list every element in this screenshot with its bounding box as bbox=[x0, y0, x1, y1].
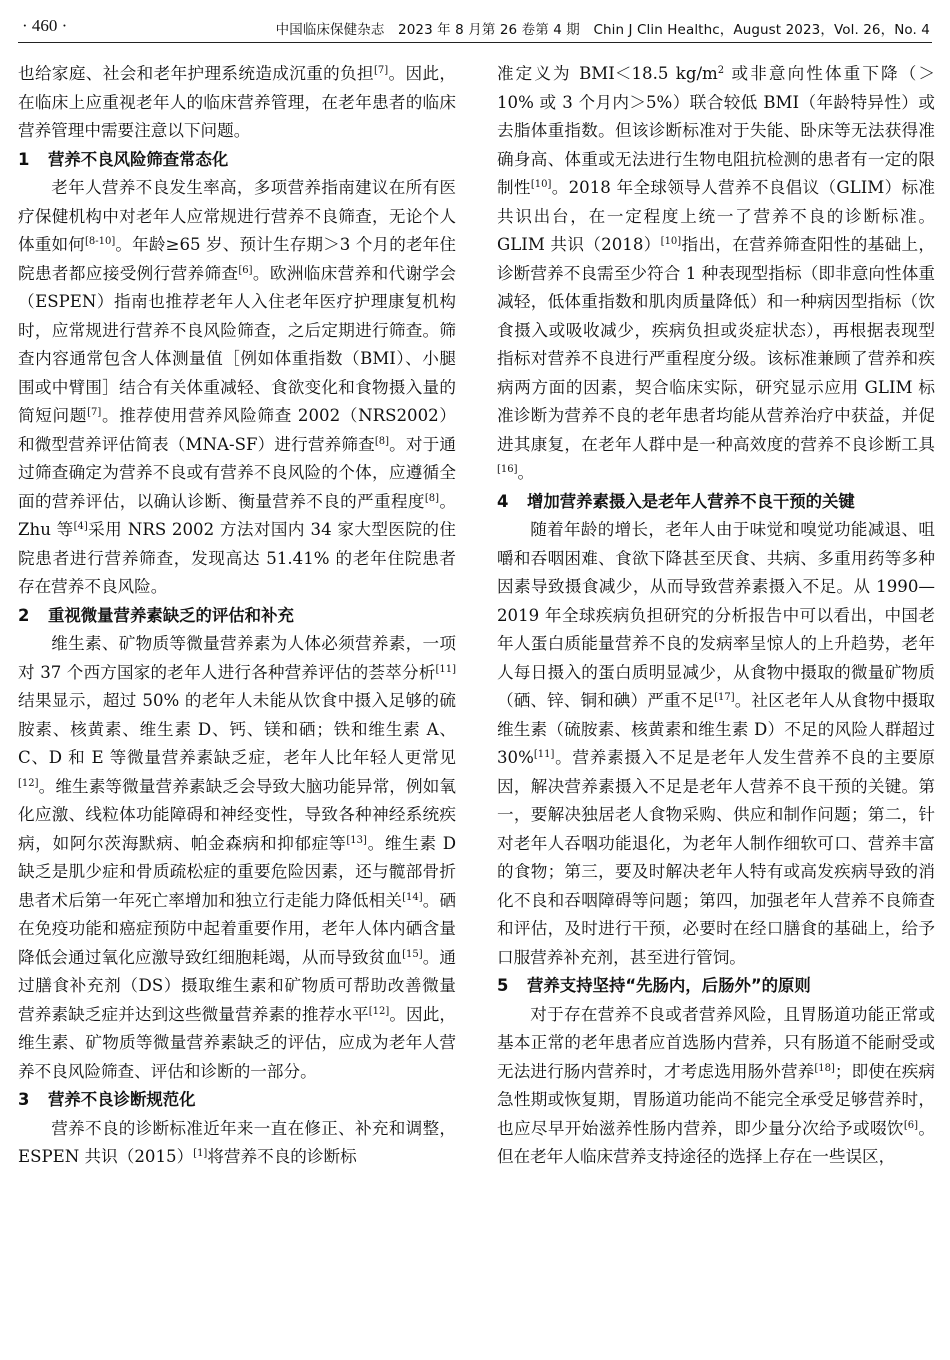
citation-ref: [6] bbox=[238, 264, 253, 276]
citation-ref: [8-10] bbox=[84, 236, 116, 247]
right-column bbox=[497, 60, 935, 1172]
citation-ref: [7] bbox=[374, 65, 389, 76]
citation-ref: [6] bbox=[903, 1119, 919, 1131]
paragraph-screening: 老年人营养不良发生率高，多项营养指南建议在所有医疗保健机构中对老年人应常规进行营养不良筛查，无论个人体重如何[8-10]。年龄≥65 岁、预计生存期＞3 个月的老年住院患者都应接受例行营养筛查[6]。欧洲临床营养和代谢学会（ESPEN）指南也推荐老年人入住老年医疗护理康复机构时，应常规进行营养不良风险筛查，之后定期进行筛查。筛查内容通常包含人体测量值［例如体重指数（BMI）、小腿围或中臂围］结合有关体重减轻、食欲变化和食物摄入量的简短问题[7]。推荐使用营养风险筛查 2002（NRS2002）和微型营养评估简表（MNA-SF）进行营养筛查[8]。对于通过筛查确定为营养不良或有营养不良风险的个体，应遵循全面的营养评估，以确认诊断、衡量营养不良的严重程度[8]。Zhu 等[4]采用 NRS 2002 方法对国内 34 家大型医院的住院患者进行营养筛查，发现高达 51.41% 的老年住院患者存在营养不良风险。 bbox=[18, 178, 457, 596]
citation-ref: [8] bbox=[374, 435, 390, 447]
section-title: 增加营养素摄入是老年人营养不良干预的关键 bbox=[527, 491, 855, 511]
superscript-squared: 2 bbox=[717, 65, 725, 76]
citation-ref: [11] bbox=[533, 749, 555, 760]
header-rule bbox=[18, 42, 932, 43]
paragraph-intake: 随着年龄的增长，老年人由于味觉和嗅觉功能减退、咀嚼和吞咽困难、食欲下降甚至厌食、共病、多重用药等多种因素导致摄食减少，从而导致营养素摄入不足。从 1990—2019 年全球疾病负担研究的分析报告中可以看出，中国老年人蛋白质能量营养不良的发病率呈惊人的上升趋势，老年人每日摄入的蛋白质明显减少，从食物中摄取的微量矿物质（硒、锌、铜和碘）严重不足[17]。社区老年人从食物中摄取维生素（硫胺素、核黄素和维生素 D）不足的风险人群超过 30%[11]。营养素摄入不足是老年人发生营养不良的主要原因，解决营养素摄入不足是老年人营养不良干预的关键。第一，要解决独居老人食物采购、供应和制作问题；第二，针对老年人吞咽功能退化，为老年人制作细软可口、营养丰富的食物；第三，要及时解决老年人特有或高发疾病导致的消化不良和吞咽障碍等问题；第四，加强老年人营养不良筛查和评估，及时进行干预，必要时在经口膳食的基础上，给予口服营养补充剂，甚至进行管饲。 bbox=[497, 520, 936, 967]
paragraph-diagnosis-continued: 准定义为 BMI＜18.5 $kg/m^2$ 或非意向性体重下降（＞10% 或 3 个月内＞5%）联合较低 BMI（年龄特异性）或去脂体重指数。但该诊断标准对于失能、卧床等无法获得准确身高、体重或无法进行生物电阻抗检测的患者有一定的限制性[10]。2018 年全球领导人营养不良倡议（GLIM）标准共识出台，在一定程度上统一了营养不良的诊断标准。GLIM 共识（2018）[10]指出，在营养筛查阳性的基础上，诊断营养不良需至少符合 1 种表现型指标（即非意向性体重减轻，低体重指数和肌肉质量降低）和一种病因型指标（饮食摄入或吸收减少，疾病负担或炎症状态），再根据表现型指标对营养不良进行严重程度分级。该标准兼顾了营养和疾病两方面的因素，契合临床实际，研究显示应用 GLIM 标准诊断为营养不良的老年患者均能从营养治疗中获益，并促进其康复，在老年人群中是一种高效度的营养不良诊断工具[16]。 bbox=[497, 64, 936, 482]
citation-ref: [8] bbox=[424, 492, 440, 504]
running-header bbox=[0, 0, 950, 50]
citation-ref: [14] bbox=[402, 891, 423, 903]
section-number: 1 bbox=[18, 149, 30, 169]
citation-ref: [16] bbox=[497, 464, 518, 475]
section-title: 营养不良诊断规范化 bbox=[48, 1090, 196, 1109]
section-title: 营养支持坚持“先肠内，后肠外”的原则 bbox=[527, 976, 811, 995]
journal-citation: 中国临床保健杂志 2023 年 8 月第 26 卷第 4 期 Chin J Clin Healthc，August 2023，Vol. 26，No. 4 bbox=[275, 22, 930, 38]
section-number: 2 bbox=[18, 605, 30, 625]
citation-ref: [12] bbox=[368, 1005, 390, 1017]
section-heading-3 bbox=[18, 1086, 456, 1115]
section-number: 5 bbox=[497, 976, 509, 995]
section-title: 营养不良风险筛查常态化 bbox=[48, 149, 229, 169]
citation-ref: [13] bbox=[346, 834, 367, 846]
section-number: 3 bbox=[18, 1090, 30, 1109]
paragraph-micronutrients: 维生素、矿物质等微量营养素为人体必须营养素，一项对 37 个西方国家的老年人进行各种营养评估的荟萃分析[11]结果显示，超过 50% 的老年人未能从饮食中摄入足够的硫胺素、核黄素、维生素 D、钙、镁和硒；铁和维生素 A、C、D 和 E 等微量营养素缺乏症，老年人比年轻人更常见[12]。维生素等微量营养素缺乏会导致大脑功能异常，例如氧化应激、线粒体功能障碍和神经变性，导致各种神经系统疾病，如阿尔茨海默病、帕金森病和抑郁症等[13]。维生素 D 缺乏是肌少症和骨质疏松症的重要危险因素，还与髋部骨折患者术后第一年死亡率增加和独立行走能力降低相关[14]。硒在免疫功能和癌症预防中起着重要作用，老年人体内硒含量降低会通过氧化应激导致红细胞耗竭，从而导致贫血[15]。通过膳食补充剂（DS）摄取维生素和矿物质可帮助改善微量营养素缺乏症并达到这些微量营养素的推荐水平[12]。因此，维生素、矿物质等微量营养素缺乏的评估，应成为老年人营养不良风险筛查、评估和诊断的一部分。 bbox=[18, 634, 457, 1081]
section-heading-4 bbox=[497, 488, 935, 517]
citation-ref: [10] bbox=[530, 179, 552, 190]
citation-ref: [17] bbox=[714, 692, 735, 703]
section-heading-2 bbox=[18, 602, 456, 631]
citation-ref: [7] bbox=[87, 407, 102, 418]
paragraph-enteral-first: 对于存在营养不良或者营养风险，且胃肠道功能正常或基本正常的老年患者应首选肠内营养，只有肠道不能耐受或无法进行肠内营养时，才考虑选用肠外营养[18]；即使在疾病急性期或恢复期，胃肠道功能尚不能完全承受足够营养时，也应尽早开始滋养性肠内营养，即少量分次给予或啜饮[6]。但在老年人临床营养支持途径的选择上存在一些误区， bbox=[497, 1004, 935, 1166]
left-column bbox=[18, 60, 456, 1172]
paragraph-diagnosis-start: 营养不良的诊断标准近年来一直在修正、补充和调整，ESPEN 共识（2015）[1]将营养不良的诊断标 bbox=[18, 1118, 456, 1166]
paragraph-intro-continued: 也给家庭、社会和老年护理系统造成沉重的负担[7]。因此，在临床上应重视老年人的临床营养管理，在老年患者的临床营养管理中需要注意以下问题。 bbox=[18, 64, 456, 140]
section-heading-1 bbox=[18, 146, 456, 175]
citation-ref: [12] bbox=[18, 777, 39, 789]
page-number: · 460 · bbox=[22, 16, 68, 35]
section-title: 重视微量营养素缺乏的评估和补充 bbox=[48, 605, 294, 625]
citation-ref: [11] bbox=[435, 663, 456, 675]
citation-ref: [1] bbox=[193, 1148, 208, 1159]
citation-ref: [10] bbox=[660, 236, 682, 247]
citation-ref: [18] bbox=[814, 1062, 835, 1074]
section-number: 4 bbox=[497, 491, 509, 511]
citation-ref: [15] bbox=[402, 948, 423, 960]
citation-ref: [4] bbox=[73, 521, 88, 532]
section-heading-5 bbox=[497, 972, 935, 1001]
